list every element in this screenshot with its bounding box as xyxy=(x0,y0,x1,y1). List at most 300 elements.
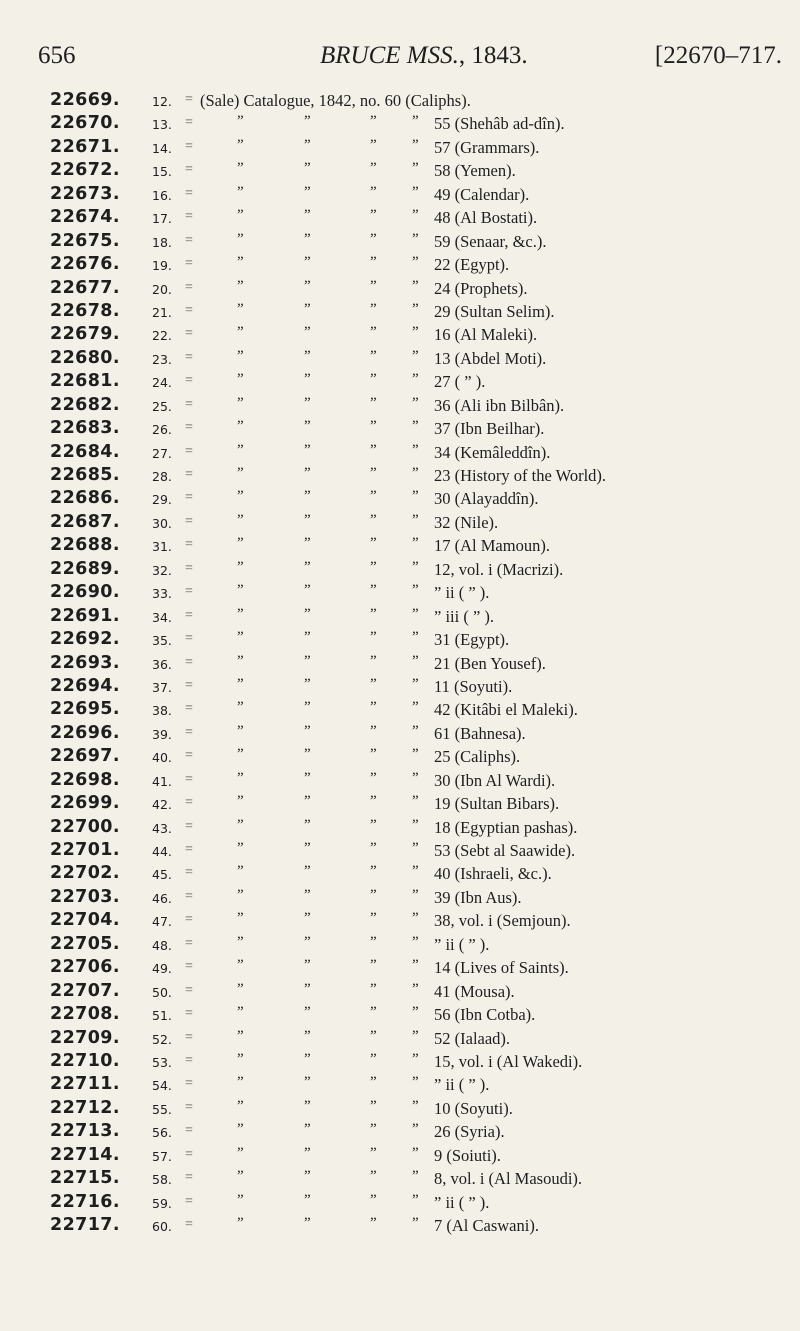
entry-number: 22706. xyxy=(50,957,120,978)
ditto-mark: ” xyxy=(370,277,377,294)
ditto-mark: ” xyxy=(412,910,419,927)
ditto-mark: ” xyxy=(237,488,244,505)
entry-row xyxy=(50,956,790,979)
entry-row xyxy=(50,1073,790,1096)
ditto-mark: ” xyxy=(237,769,244,786)
ditto-mark: ” xyxy=(412,863,419,880)
entry-sub-number: 27. xyxy=(152,445,172,461)
equals-sign: = xyxy=(185,279,193,295)
entry-number: 22692. xyxy=(50,629,120,650)
entry-sub-number: 22. xyxy=(152,328,172,344)
ditto-mark: ” xyxy=(304,863,311,880)
entry-number: 22697. xyxy=(50,746,120,767)
ditto-mark: ” xyxy=(412,183,419,200)
entry-sub-number: 53. xyxy=(152,1054,172,1070)
entry-number: 22674. xyxy=(50,207,120,228)
ditto-mark: ” xyxy=(237,230,244,247)
ditto-mark: ” xyxy=(412,1191,419,1208)
ditto-mark: ” xyxy=(412,793,419,810)
ditto-mark: ” xyxy=(412,254,419,271)
ditto-mark: ” xyxy=(370,183,377,200)
ditto-mark: ” xyxy=(370,300,377,317)
equals-sign: = xyxy=(185,771,193,787)
entry-number: 22707. xyxy=(50,980,120,1001)
ditto-mark: ” xyxy=(237,793,244,810)
entry-sub-number: 59. xyxy=(152,1195,172,1211)
ditto-mark: ” xyxy=(412,1097,419,1114)
ditto-mark: ” xyxy=(412,1215,419,1231)
entry-row xyxy=(50,183,790,206)
ditto-mark: ” xyxy=(370,582,377,599)
entry-sub-number: 16. xyxy=(152,187,172,203)
equals-sign: = xyxy=(185,326,193,342)
ditto-mark: ” xyxy=(304,886,311,903)
entry-row xyxy=(50,722,790,745)
ditto-mark: ” xyxy=(237,511,244,528)
equals-sign: = xyxy=(185,1006,193,1022)
equals-sign: = xyxy=(185,935,193,951)
entry-description: 57 (Grammars). xyxy=(434,137,540,157)
ditto-mark: ” xyxy=(304,113,311,130)
equals-sign: = xyxy=(185,1099,193,1115)
ditto-mark: ” xyxy=(412,652,419,669)
ditto-mark: ” xyxy=(304,699,311,716)
ditto-mark: ” xyxy=(304,1027,311,1044)
entry-description: ” ii ( ” ). xyxy=(434,934,490,954)
entry-row xyxy=(50,980,790,1003)
entry-sub-number: 50. xyxy=(152,984,172,1000)
entry-row xyxy=(50,628,790,651)
ditto-mark: ” xyxy=(370,1074,377,1091)
ditto-mark: ” xyxy=(237,886,244,903)
ditto-mark: ” xyxy=(370,394,377,411)
entry-number: 22684. xyxy=(50,441,120,462)
entry-row xyxy=(50,206,790,229)
entry-row xyxy=(50,1003,790,1026)
entry-number: 22689. xyxy=(50,558,120,579)
entry-sub-number: 25. xyxy=(152,398,172,414)
ditto-mark: ” xyxy=(370,722,377,739)
entry-number: 22677. xyxy=(50,277,120,298)
entry-number: 22705. xyxy=(50,933,120,954)
entry-number: 22673. xyxy=(50,183,120,204)
entry-description: 52 (Ialaad). xyxy=(434,1028,511,1048)
equals-sign: = xyxy=(185,724,193,740)
ditto-mark: ” xyxy=(237,113,244,130)
entry-description: 19 (Sultan Bibars). xyxy=(434,794,560,814)
ditto-mark: ” xyxy=(304,254,311,271)
entry-sub-number: 41. xyxy=(152,773,172,789)
ditto-mark: ” xyxy=(304,207,311,224)
entry-sub-number: 46. xyxy=(152,890,172,906)
equals-sign: = xyxy=(185,162,193,178)
entry-description: 56 (Ibn Cotba). xyxy=(434,1005,536,1025)
ditto-mark: ” xyxy=(370,347,377,364)
entry-row xyxy=(50,323,790,346)
equals-sign: = xyxy=(185,818,193,834)
entry-description: 30 (Alayaddîn). xyxy=(434,489,539,509)
ditto-mark: ” xyxy=(370,488,377,505)
entry-sub-number: 35. xyxy=(152,633,172,649)
entry-number: 22708. xyxy=(50,1004,120,1025)
ditto-mark: ” xyxy=(412,277,419,294)
equals-sign: = xyxy=(185,232,193,248)
entry-number: 22685. xyxy=(50,465,120,485)
ditto-mark: ” xyxy=(304,629,311,646)
ditto-mark: ” xyxy=(237,910,244,927)
ditto-mark: ” xyxy=(412,511,419,528)
ditto-mark: ” xyxy=(412,558,419,575)
ditto-mark: ” xyxy=(304,230,311,247)
ditto-mark: ” xyxy=(304,722,311,739)
ditto-mark: ” xyxy=(370,1121,377,1138)
entry-row xyxy=(50,300,790,323)
entry-row xyxy=(50,1214,790,1237)
entry-sub-number: 19. xyxy=(152,258,172,274)
entry-number: 22695. xyxy=(50,699,120,720)
entry-row xyxy=(50,1027,790,1050)
entry-row xyxy=(50,839,790,862)
running-title xyxy=(320,42,528,70)
ditto-mark: ” xyxy=(237,1027,244,1044)
ditto-mark: ” xyxy=(304,511,311,528)
entry-description: 34 (Kemâleddîn). xyxy=(434,442,551,462)
ditto-mark: ” xyxy=(304,160,311,177)
entry-row xyxy=(50,417,790,440)
entry-description: 36 (Ali ibn Bilbân). xyxy=(434,395,565,415)
entry-description: 48 (Al Bostati). xyxy=(434,208,538,228)
entry-description: 53 (Sebt al Saawide). xyxy=(434,841,576,860)
ditto-mark: ” xyxy=(412,160,419,177)
ditto-mark: ” xyxy=(237,558,244,575)
entry-number: 22715. xyxy=(50,1168,120,1189)
equals-sign: = xyxy=(185,115,193,131)
entry-sub-number: 24. xyxy=(152,375,172,391)
ditto-mark: ” xyxy=(237,277,244,294)
equals-sign: = xyxy=(185,1076,193,1092)
ditto-mark: ” xyxy=(370,371,377,388)
equals-sign: = xyxy=(185,1217,193,1232)
ditto-mark: ” xyxy=(237,816,244,833)
ditto-mark: ” xyxy=(370,1050,377,1067)
ditto-mark: ” xyxy=(304,347,311,364)
ditto-mark: ” xyxy=(304,1191,311,1208)
entry-sub-number: 15. xyxy=(152,164,172,180)
entry-number: 22681. xyxy=(50,371,120,392)
ditto-mark: ” xyxy=(412,418,419,435)
ditto-mark: ” xyxy=(237,371,244,388)
equals-sign: = xyxy=(185,490,193,506)
ditto-mark: ” xyxy=(370,910,377,927)
ditto-mark: ” xyxy=(237,347,244,364)
ditto-mark: ” xyxy=(237,160,244,177)
ditto-mark: ” xyxy=(412,699,419,716)
ditto-mark: ” xyxy=(237,300,244,317)
entry-description: 14 (Lives of Saints). xyxy=(434,958,569,978)
entry-row xyxy=(50,534,790,557)
entry-number: 22702. xyxy=(50,863,120,884)
ditto-mark: ” xyxy=(237,980,244,997)
ditto-mark: ” xyxy=(412,324,419,341)
ditto-mark: ” xyxy=(237,324,244,341)
entry-sub-number: 42. xyxy=(152,797,172,813)
entry-row xyxy=(50,605,790,628)
entry-number: 22696. xyxy=(50,722,120,743)
equals-sign: = xyxy=(185,1052,193,1068)
entry-sub-number: 12. xyxy=(152,94,172,109)
ditto-mark: ” xyxy=(237,582,244,599)
equals-sign: = xyxy=(185,795,193,811)
ditto-mark: ” xyxy=(412,347,419,364)
ditto-mark: ” xyxy=(412,1121,419,1138)
entry-description: 11 (Soyuti). xyxy=(434,676,513,696)
ditto-mark: ” xyxy=(304,746,311,763)
ditto-mark: ” xyxy=(412,957,419,974)
equals-sign: = xyxy=(185,748,193,764)
entry-row xyxy=(50,487,790,510)
entry-description: 18 (Egyptian pashas). xyxy=(434,817,578,837)
entry-description: 24 (Prophets). xyxy=(434,278,528,298)
entry-row xyxy=(50,370,790,393)
ditto-mark: ” xyxy=(370,675,377,692)
ditto-mark: ” xyxy=(412,113,419,130)
ditto-mark: ” xyxy=(412,886,419,903)
page-range: [22670–717. xyxy=(654,42,782,69)
entry-number: 22709. xyxy=(50,1027,120,1048)
ditto-mark: ” xyxy=(237,254,244,271)
ditto-mark: ” xyxy=(237,699,244,716)
ditto-mark: ” xyxy=(370,1215,377,1231)
entry-sub-number: 49. xyxy=(152,961,172,977)
entry-description: ” ii ( ” ). xyxy=(434,583,490,603)
ditto-mark: ” xyxy=(304,488,311,505)
entry-description: 32 (Nile). xyxy=(434,512,499,532)
entry-row xyxy=(50,89,790,112)
equals-sign: = xyxy=(185,701,193,717)
entry-sub-number: 40. xyxy=(152,750,172,766)
entry-sub-number: 56. xyxy=(152,1125,172,1141)
entry-sub-number: 45. xyxy=(152,867,172,883)
ditto-mark: ” xyxy=(412,816,419,833)
ditto-mark: ” xyxy=(370,207,377,224)
ditto-mark: ” xyxy=(304,300,311,317)
ditto-mark: ” xyxy=(304,652,311,669)
entry-description: 9 (Soiuti). xyxy=(434,1145,501,1165)
equals-sign: = xyxy=(185,1170,193,1186)
ditto-mark: ” xyxy=(237,1004,244,1021)
entry-description: 39 (Ibn Aus). xyxy=(434,887,522,907)
entry-sub-number: 57. xyxy=(152,1148,172,1164)
ditto-mark: ” xyxy=(370,558,377,575)
entry-sub-number: 48. xyxy=(152,937,172,953)
entry-row xyxy=(50,862,790,885)
ditto-mark: ” xyxy=(304,183,311,200)
ditto-mark: ” xyxy=(237,863,244,880)
entry-description: 41 (Mousa). xyxy=(434,981,515,1001)
ditto-mark: ” xyxy=(412,1074,419,1091)
ditto-mark: ” xyxy=(304,535,311,552)
ditto-mark: ” xyxy=(304,1168,311,1185)
entry-description: 22 (Egypt). xyxy=(434,255,510,275)
entry-description: 16 (Al Maleki). xyxy=(434,325,538,345)
entry-number: 22676. xyxy=(50,254,120,275)
entry-sub-number: 20. xyxy=(152,281,172,297)
ditto-mark: ” xyxy=(304,418,311,435)
ditto-mark: ” xyxy=(412,535,419,552)
equals-sign: = xyxy=(185,912,193,928)
entry-row xyxy=(50,159,790,182)
ditto-mark: ” xyxy=(370,441,377,458)
entry-description: 42 (Kitâbi el Maleki). xyxy=(434,700,578,720)
entry-description: 12, vol. i (Macrizi). xyxy=(434,559,564,579)
ditto-mark: ” xyxy=(370,535,377,552)
entry-row xyxy=(50,1191,790,1214)
entry-description: 37 (Ibn Beilhar). xyxy=(434,419,545,439)
entry-description: 13 (Abdel Moti). xyxy=(434,348,547,368)
entry-description: 61 (Bahnesa). xyxy=(434,723,526,743)
entry-row xyxy=(50,394,790,417)
entry-row xyxy=(50,933,790,956)
entry-row xyxy=(50,1050,790,1073)
ditto-mark: ” xyxy=(370,324,377,341)
equals-sign: = xyxy=(185,865,193,881)
ditto-mark: ” xyxy=(237,840,244,856)
entry-list xyxy=(50,89,790,1237)
entry-description: 27 ( ” ). xyxy=(434,372,486,392)
ditto-mark: ” xyxy=(304,1144,311,1161)
entry-description: 31 (Egypt). xyxy=(434,630,510,650)
ditto-mark: ” xyxy=(237,1121,244,1138)
entry-number: 22710. xyxy=(50,1050,120,1071)
equals-sign: = xyxy=(185,888,193,904)
ditto-mark: ” xyxy=(304,933,311,950)
entry-number: 22704. xyxy=(50,910,120,931)
entry-sub-number: 33. xyxy=(152,586,172,602)
entry-number: 22686. xyxy=(50,488,120,509)
running-title-year: , 1843. xyxy=(458,42,528,69)
ditto-mark: ” xyxy=(237,394,244,411)
ditto-mark: ” xyxy=(412,1144,419,1161)
ditto-mark: ” xyxy=(304,1050,311,1067)
ditto-mark: ” xyxy=(412,230,419,247)
entry-number: 22716. xyxy=(50,1191,120,1212)
ditto-mark: ” xyxy=(412,207,419,224)
entry-number: 22711. xyxy=(50,1074,120,1095)
entry-number: 22670. xyxy=(50,113,120,134)
ditto-mark: ” xyxy=(370,957,377,974)
page-number: 656 xyxy=(38,42,76,69)
entry-number: 22671. xyxy=(50,136,120,157)
ditto-mark: ” xyxy=(412,465,419,481)
ditto-mark: ” xyxy=(237,535,244,552)
ditto-mark: ” xyxy=(412,136,419,153)
ditto-mark: ” xyxy=(370,136,377,153)
entry-number: 22672. xyxy=(50,160,120,181)
ditto-mark: ” xyxy=(304,1074,311,1091)
entry-description: 23 (History of the World). xyxy=(434,466,607,485)
ditto-mark: ” xyxy=(237,1168,244,1185)
ditto-mark: ” xyxy=(304,1004,311,1021)
entry-row xyxy=(50,511,790,534)
entry-sub-number: 26. xyxy=(152,422,172,438)
entry-sub-number: 43. xyxy=(152,820,172,836)
equals-sign: = xyxy=(185,959,193,975)
entry-row xyxy=(50,909,790,932)
equals-sign: = xyxy=(185,1123,193,1139)
entry-row xyxy=(50,792,790,815)
ditto-mark: ” xyxy=(237,629,244,646)
equals-sign: = xyxy=(185,1193,193,1209)
equals-sign: = xyxy=(185,138,193,154)
entry-row xyxy=(50,769,790,792)
ditto-mark: ” xyxy=(237,746,244,763)
entry-sub-number: 13. xyxy=(152,117,172,133)
ditto-mark: ” xyxy=(304,675,311,692)
entry-number: 22698. xyxy=(50,769,120,790)
entry-row xyxy=(50,347,790,370)
ditto-mark: ” xyxy=(237,675,244,692)
ditto-mark: ” xyxy=(370,629,377,646)
ditto-mark: ” xyxy=(370,113,377,130)
entry-number: 22703. xyxy=(50,886,120,907)
ditto-mark: ” xyxy=(370,699,377,716)
ditto-mark: ” xyxy=(304,1097,311,1114)
entry-sub-number: 44. xyxy=(152,844,172,859)
entry-description: 10 (Soyuti). xyxy=(434,1098,513,1118)
ditto-mark: ” xyxy=(237,605,244,622)
equals-sign: = xyxy=(185,584,193,600)
ditto-mark: ” xyxy=(370,933,377,950)
equals-sign: = xyxy=(185,467,193,482)
ditto-mark: ” xyxy=(370,1004,377,1021)
equals-sign: = xyxy=(185,256,193,272)
ditto-mark: ” xyxy=(304,1121,311,1138)
ditto-mark: ” xyxy=(412,394,419,411)
entry-number: 22682. xyxy=(50,394,120,415)
entry-sub-number: 18. xyxy=(152,234,172,250)
entry-row xyxy=(50,698,790,721)
ditto-mark: ” xyxy=(370,418,377,435)
entry-description: 30 (Ibn Al Wardi). xyxy=(434,770,556,790)
ditto-mark: ” xyxy=(370,793,377,810)
entry-number: 22680. xyxy=(50,347,120,368)
ditto-mark: ” xyxy=(370,652,377,669)
entry-sub-number: 58. xyxy=(152,1172,172,1188)
equals-sign: = xyxy=(185,185,193,201)
ditto-mark: ” xyxy=(304,769,311,786)
ditto-mark: ” xyxy=(237,957,244,974)
equals-sign: = xyxy=(185,1029,193,1045)
entry-number: 22675. xyxy=(50,230,120,251)
ditto-mark: ” xyxy=(412,722,419,739)
entry-row xyxy=(50,464,790,487)
ditto-mark: ” xyxy=(304,465,311,481)
ditto-mark: ” xyxy=(370,1144,377,1161)
entry-sub-number: 39. xyxy=(152,726,172,742)
entry-description: ” iii ( ” ). xyxy=(434,606,495,626)
entry-description: 49 (Calendar). xyxy=(434,184,530,204)
entry-sub-number: 30. xyxy=(152,515,172,531)
ditto-mark: ” xyxy=(370,840,377,856)
entry-description: 29 (Sultan Selim). xyxy=(434,301,555,321)
ditto-mark: ” xyxy=(237,722,244,739)
entry-number: 22700. xyxy=(50,816,120,837)
entry-row xyxy=(50,441,790,464)
equals-sign: = xyxy=(185,92,193,107)
entry-row xyxy=(50,1167,790,1190)
ditto-mark: ” xyxy=(237,1191,244,1208)
entry-number: 22699. xyxy=(50,793,120,814)
